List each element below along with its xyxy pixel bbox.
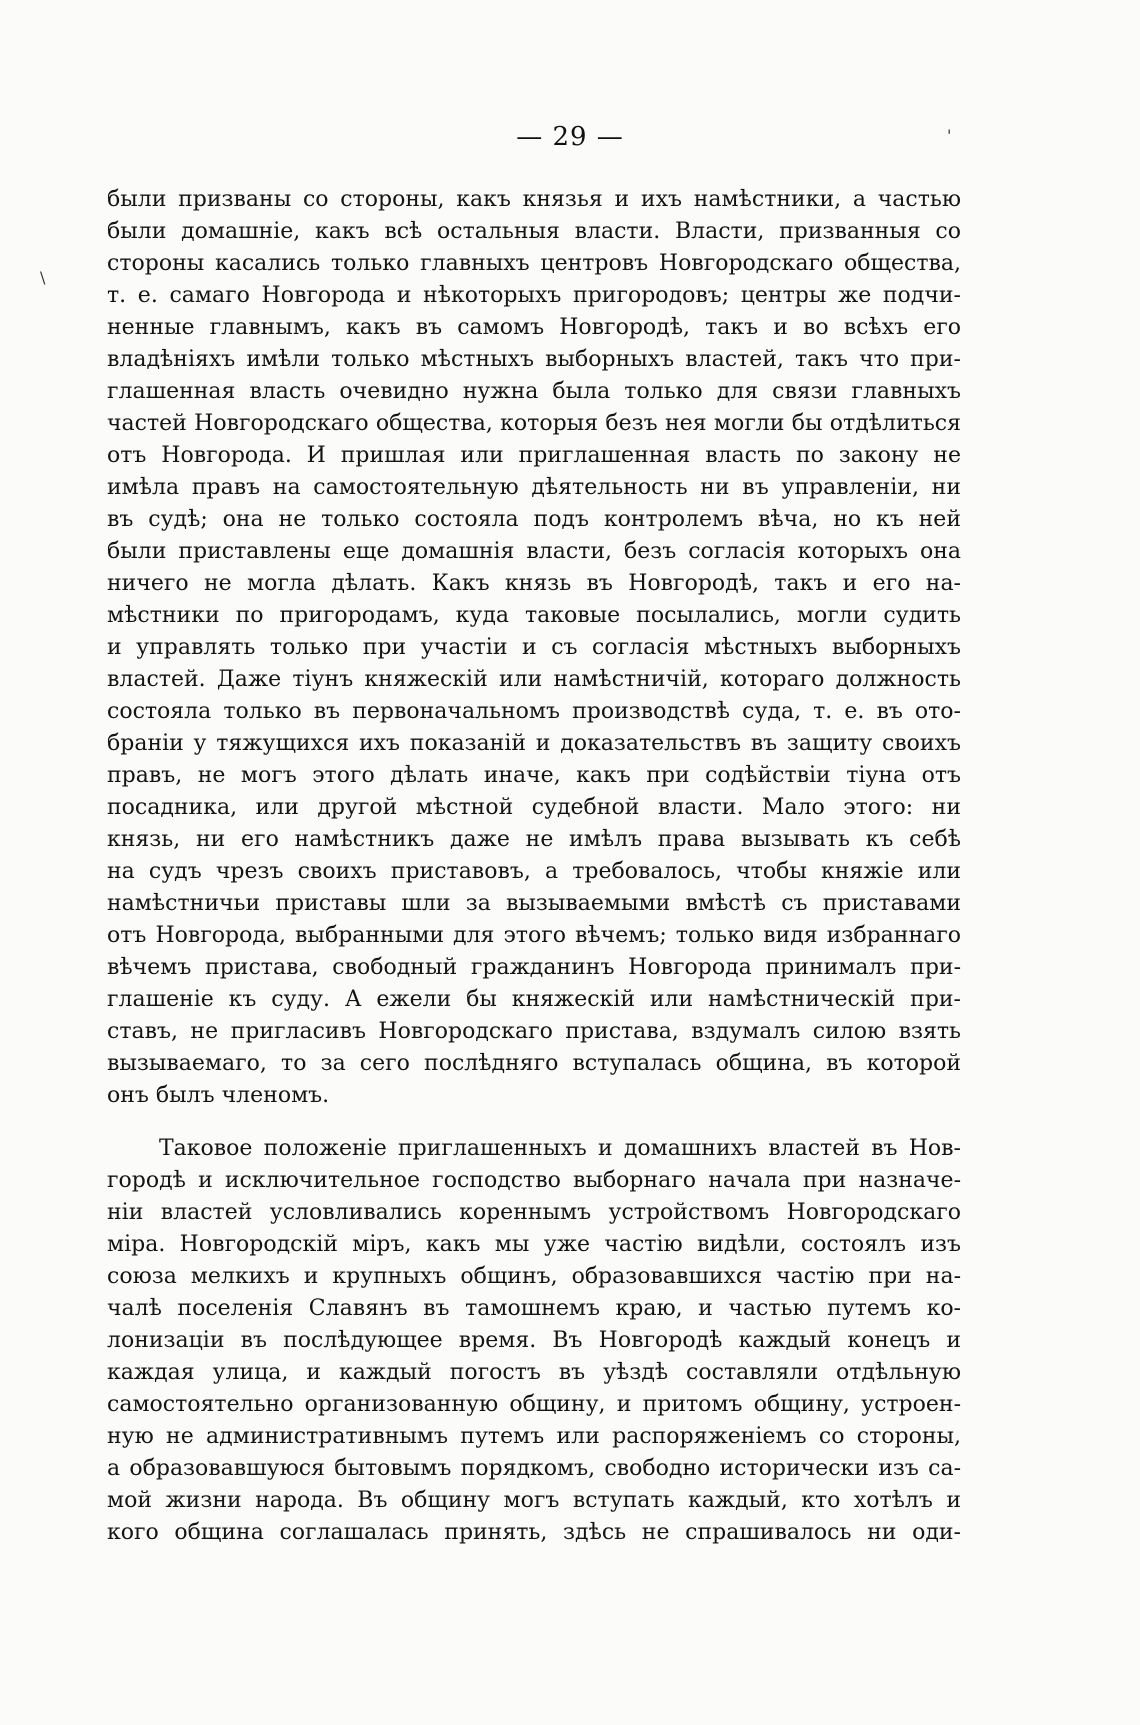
text-line: браніи у тяжущихся ихъ показаній и доказательствъ въ защиту своихъ [107, 731, 961, 756]
text-line: частей Новгородскаго общества, которыя безъ нея могли бы отдѣлиться [107, 411, 961, 436]
text-line: лонизаціи въ послѣдующее время. Въ Новгородѣ каждый конецъ и [107, 1328, 961, 1353]
text-line: стороны касались только главныхъ центровъ Новгородскаго общества, [107, 251, 961, 276]
text-line: союза мелкихъ и крупныхъ общинъ, образовавшихся частію при на- [107, 1264, 961, 1289]
text-line: ненные главнымъ, какъ въ самомъ Новгородѣ, такъ и во всѣхъ его [107, 315, 961, 340]
text-line: т. е. самаго Новгорода и нѣкоторыхъ пригородовъ; центры же подчи- [107, 283, 961, 308]
text-line: мѣстники по пригородамъ, куда таковые посылались, могли судить [107, 603, 961, 628]
text-line: ничего не могла дѣлать. Какъ князь въ Новгородѣ, такъ и его на- [107, 571, 961, 596]
text-line: отъ Новгорода, выбранными для этого вѣчемъ; только видя избраннаго [107, 923, 961, 948]
text-line: кого община соглашалась принять, здѣсь не спрашивалось ни оди- [107, 1520, 961, 1545]
text-line: владѣніяхъ имѣли только мѣстныхъ выборныхъ властей, такъ что при- [107, 347, 961, 372]
text-line: отъ Новгорода. И пришлая или приглашенная власть по закону не [107, 443, 961, 468]
text-line: глашеніе къ суду. А ежели бы княжескій или намѣстническій при- [107, 987, 961, 1012]
text-line: ную не административнымъ путемъ или распоряженіемъ со стороны, [107, 1424, 961, 1449]
text-line: мой жизни народа. Въ общину могъ вступать каждый, кто хотѣлъ и [107, 1488, 961, 1513]
text-line: самостоятельно организованную общину, и притомъ общину, устроен- [107, 1392, 961, 1417]
text-line: были приставлены еще домашнія власти, безъ согласія которыхъ она [107, 539, 961, 564]
text-line: вызываемаго, то за сего послѣдняго вступалась община, въ которой [107, 1051, 961, 1076]
text-line: въ судѣ; она не только состояла подъ контролемъ вѣча, но къ ней [107, 507, 961, 532]
text-line: чалѣ поселенія Славянъ въ тамошнемъ краю, и частью путемъ ко- [107, 1296, 961, 1321]
text-line: правъ, не могъ этого дѣлать иначе, какъ при содѣйствіи тіуна отъ [107, 763, 961, 788]
text-line: имѣла правъ на самостоятельную дѣятельность ни въ управленіи, ни [107, 475, 961, 500]
text-line: вѣчемъ пристава, свободный гражданинъ Новгорода принималъ при- [107, 955, 961, 980]
page-number: — 29 — [516, 122, 624, 152]
text-line: князь, ни его намѣстникъ даже не имѣлъ права вызывать къ себѣ [107, 827, 961, 852]
text-line: намѣстничьи приставы шли за вызываемыми вмѣстѣ съ приставами [107, 891, 961, 916]
stray-mark: ' [947, 126, 952, 145]
paragraph-1 [107, 184, 961, 1112]
text-line: Таковое положеніе приглашенныхъ и домашнихъ властей въ Нов- [159, 1136, 961, 1161]
text-line: каждая улица, и каждый погостъ въ уѣздѣ составляли отдѣльную [107, 1360, 961, 1385]
text-line: состояла только въ первоначальномъ производствѣ суда, т. е. въ ото- [107, 699, 961, 724]
text-line: а образовавшуюся бытовымъ порядкомъ, свободно исторически изъ са- [107, 1456, 961, 1481]
text-line: онъ былъ членомъ. [107, 1083, 330, 1108]
text-line: были домашніе, какъ всѣ остальныя власти. Власти, призванныя со [107, 219, 961, 244]
text-line: ставъ, не пригласивъ Новгородскаго пристава, вздумалъ силою взять [107, 1019, 961, 1044]
text-line: глашенная власть очевидно нужна была только для связи главныхъ [107, 379, 961, 404]
text-line: и управлять только при участіи и съ согласія мѣстныхъ выборныхъ [107, 635, 961, 660]
text-line: городѣ и исключительное господство выборнаго начала при назначе- [107, 1168, 961, 1193]
margin-mark: \ [40, 268, 46, 287]
text-line: были призваны со стороны, какъ князья и ихъ намѣстники, а частью [107, 187, 961, 212]
paragraph-2 [107, 1133, 961, 1549]
text-line: посадника, или другой мѣстной судебной власти. Мало этого: ни [107, 795, 961, 820]
text-line: на судъ чрезъ своихъ приставовъ, а требовалось, чтобы княжіе или [107, 859, 961, 884]
text-line: міра. Новгородскій міръ, какъ мы уже частію видѣли, состоялъ изъ [107, 1232, 961, 1257]
text-line: ніи властей условливались кореннымъ устройствомъ Новгородскаго [107, 1200, 961, 1225]
text-line: властей. Даже тіунъ княжескій или намѣстничій, котораго должность [107, 667, 961, 692]
